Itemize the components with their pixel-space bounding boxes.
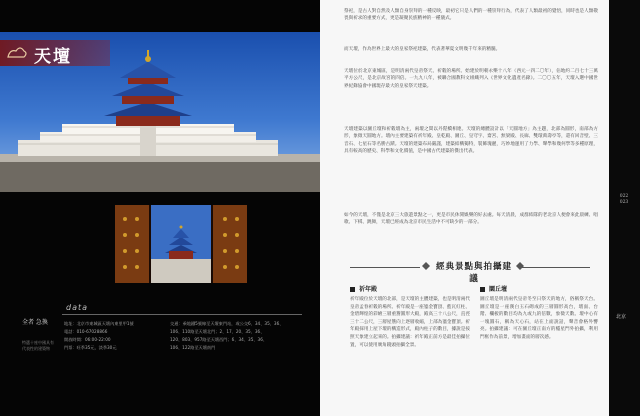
side-note: 特選十座中國具有代表性的建築物 [22, 340, 54, 351]
body-paragraph: 而天壇，作為世界上最大的皇家祭祀建築，代表著華夏文明幾千年來的精髓。 [344, 47, 501, 52]
section-heading [350, 258, 590, 284]
square-bullet-icon [480, 287, 485, 292]
page-title: 天壇 [34, 47, 72, 67]
divider [62, 314, 302, 315]
info-line: 106、110路至天壇北門；2、17、20、35、36、 [170, 329, 265, 334]
page-number: 023 [619, 200, 629, 205]
page-title-banner [0, 40, 110, 66]
info-line: 120、803、957路至天壇西門；6、34、35、36、 [170, 337, 268, 342]
info-line: 門票：旺季35元，淡季30元 [64, 345, 117, 350]
spot-title-qiniandian [350, 284, 377, 293]
section-title: 經典景點與拍攝建議 [435, 262, 512, 284]
heading-rule [520, 267, 590, 268]
page-number: 022 [619, 194, 629, 199]
spot-title-text: 祈年殿 [359, 286, 378, 293]
info-line: 地址：北京市東城區天壇內東里甲1號 [64, 321, 134, 326]
page-numbers [612, 194, 636, 206]
body-paragraph: 如今的天壇，不僅是北京三大旅遊景點之一，更是市民休閒娛樂的好去處。每天清晨，成群結隊的老北京人便會來此晨練、唱歌、下棋、跳舞，天壇已經成為北京市民生活中不可缺少的一部分。 [344, 213, 598, 226]
heading-rule [350, 267, 420, 268]
body-paragraph: 天壇建築以圜丘壇和祈穀壇為主，兩壇之間以丹陛橋相連。天壇的總體設計以「天圓地方」為主題，北部為圓形，南部為方形，象徵天圓地方。壇內主要建築有祈年殿、皇乾殿、圜丘、皇穹宇、齋宮、無梁殿、長廊、雙環萬壽亭等，還有回音壁、三音石、七星石等名勝古蹟。天壇的建築布局嚴謹，建築結構獨特，裝飾瑰麗，巧妙地運用了力學、聲學和幾何學等多種原理，具有較高的歷史、科學和文化價值，是中國古代建築的傑出代表。 [344, 127, 598, 155]
info-line: 電話：010-67028866 [64, 329, 108, 334]
info-line: 開放時間：06:00-22:00 [64, 337, 111, 342]
spot-description: 圜丘壇是明清兩代皇帝冬至日祭天的地方，俗稱祭天台。圜丘壇是一座漢白玉石砌成的三層圓形高台，壇面、台階、欄板的數目均為九或九的倍數，象徵天數。壇中心有一塊圓石，稱為天心石，站在上面說話，聲音會格外響亮。拍攝建議：可在圜丘壇正南方的欞星門外拍攝，利用門框作為前景，增加畫面的層次感。 [480, 297, 598, 340]
cloud-ornament-icon [6, 43, 28, 63]
info-line: 106、122路至天壇南門 [170, 345, 216, 350]
spot-title-text: 圜丘壇 [489, 286, 508, 293]
body-paragraph: 祭祀，是古人對自然及人類自身崇拜的一種反映，最初它只是人們的一種崇拜行為，代表了人類最初的覺悟，同時也是人類敬畏與祈求的重要方式，更是凝聚民族精神的一種儀式。 [344, 9, 598, 22]
chapter-tab: 北京 [616, 314, 627, 320]
square-bullet-icon [350, 287, 355, 292]
page-edge-strip [609, 0, 640, 416]
visitor-info-left [64, 320, 164, 352]
gate-view-photo [115, 205, 247, 283]
side-label: 全者 急換 [22, 319, 48, 326]
body-paragraph: 天壇位於北京東城區，是明清兩代皇帝祭天、祈穀的場所。始建於明朝永樂十八年（西元一四二〇年），佔地約二百七十三萬平方公尺，是北京故宮的四倍。一九九八年，被聯合國教科文組織列入《世界文化遺產名錄》。二〇〇五年，天壇入選中國世界紀錄協會中國現存最大的皇家祭天建築。 [344, 69, 598, 89]
diamond-ornament-icon [516, 262, 524, 270]
diamond-ornament-icon [422, 262, 430, 270]
spot-description: 祈年殿位於天壇的北部，是天壇的主體建築，也是明清兩代皇帝孟春祈穀的場所。祈年殿是一座鎏金寶頂、藍瓦紅柱、金碧輝煌的彩繪三層重簷圓形大殿，殿高三十八公尺，直徑三十二公尺，三層屋簷向上逐層收縮，上部為鎏金寶頂。祈年殿採用上屋下壇的構造形式，殿內柱子的數目，據說是按照天象建立起來的。拍攝建議：祈年殿正前方是最佳拍攝位置，可以使用廣角鏡頭拍攝全景。 [350, 297, 470, 348]
spot-title-yuanqiutan [480, 284, 507, 293]
visitor-info-right [170, 320, 300, 352]
info-line: 交通：乘地鐵5號線至天壇東門站，或公交6、34、35、36、 [170, 321, 284, 326]
data-section-label: data [66, 303, 89, 312]
